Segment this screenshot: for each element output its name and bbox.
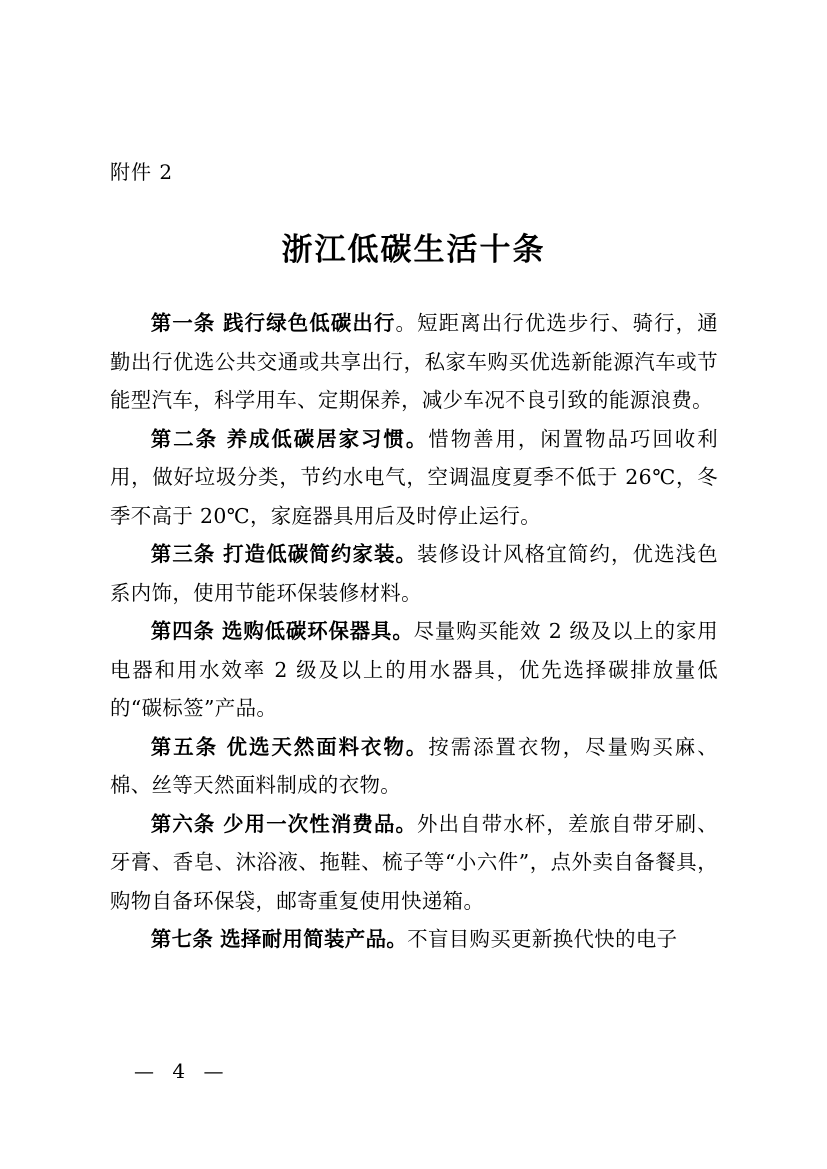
article-6-body: 外出自带水杯，差旅自带牙刷、牙膏、香皂、沐浴液、拖鞋、梳子等“小六件”，点外卖自备餐具，购物自备环保袋，邮寄重复使用快递箱。 [110,811,718,913]
article-3 [110,535,718,612]
article-7-heading: 选择耐用简装产品。 [220,927,408,951]
article-1-body: 。短距离出行优选步行、骑行，通勤出行优选公共交通或共享出行，私家车购买优选新能源汽车或节能型汽车，科学用车、定期保养，减少车况不良引致的能源浪费。 [110,311,719,412]
article-7-number: 第七条 [150,927,214,951]
article-4-heading: 选购低碳环保器具。 [222,619,414,643]
article-6-number: 第六条 [150,811,216,836]
article-5-body: 按需添置衣物，尽量购买麻、棉、丝等天然面料制成的衣物。 [110,734,719,797]
article-3-body: 装修设计风格宜简约，优选浅色系内饰，使用节能环保装修材料。 [110,542,718,605]
article-2-heading: 养成低碳居家习惯。 [226,426,429,451]
article-6-heading: 少用一次性消费品。 [223,811,418,836]
article-5-heading: 优选天然面料衣物。 [226,734,429,759]
article-2-number: 第二条 [150,426,219,451]
article-3-heading: 打造低碳简约家装。 [223,542,418,566]
article-1-heading: 践行绿色低碳出行 [223,311,396,335]
article-4-number: 第四条 [150,619,215,643]
page-number: — 4 — [134,1059,230,1083]
article-4-body: 尽量购买能效 2 级及以上的家用电器和用水效率 2 级及以上的用水器具，优先选择碳排放量低的“碳标签”产品。 [110,619,718,720]
article-3-number: 第三条 [150,542,216,566]
article-5 [110,728,718,805]
article-7 [110,920,718,959]
article-4 [110,612,718,728]
document-body [110,304,718,959]
article-2 [110,420,718,536]
attachment-label: 附件 2 [110,160,174,184]
article-1-number: 第一条 [150,311,216,335]
article-5-number: 第五条 [150,734,219,759]
document-title: 浙江低碳生活十条 [281,232,546,268]
article-7-body: 不盲目购买更新换代快的电子 [407,927,678,951]
article-6 [110,805,718,921]
article-2-body: 惜物善用，闲置物品巧回收利用，做好垃圾分类，节约水电气，空调温度夏季不低于 26℃，冬季不高于 20℃，家庭器具用后及时停止运行。 [110,426,719,528]
article-1 [110,304,718,420]
